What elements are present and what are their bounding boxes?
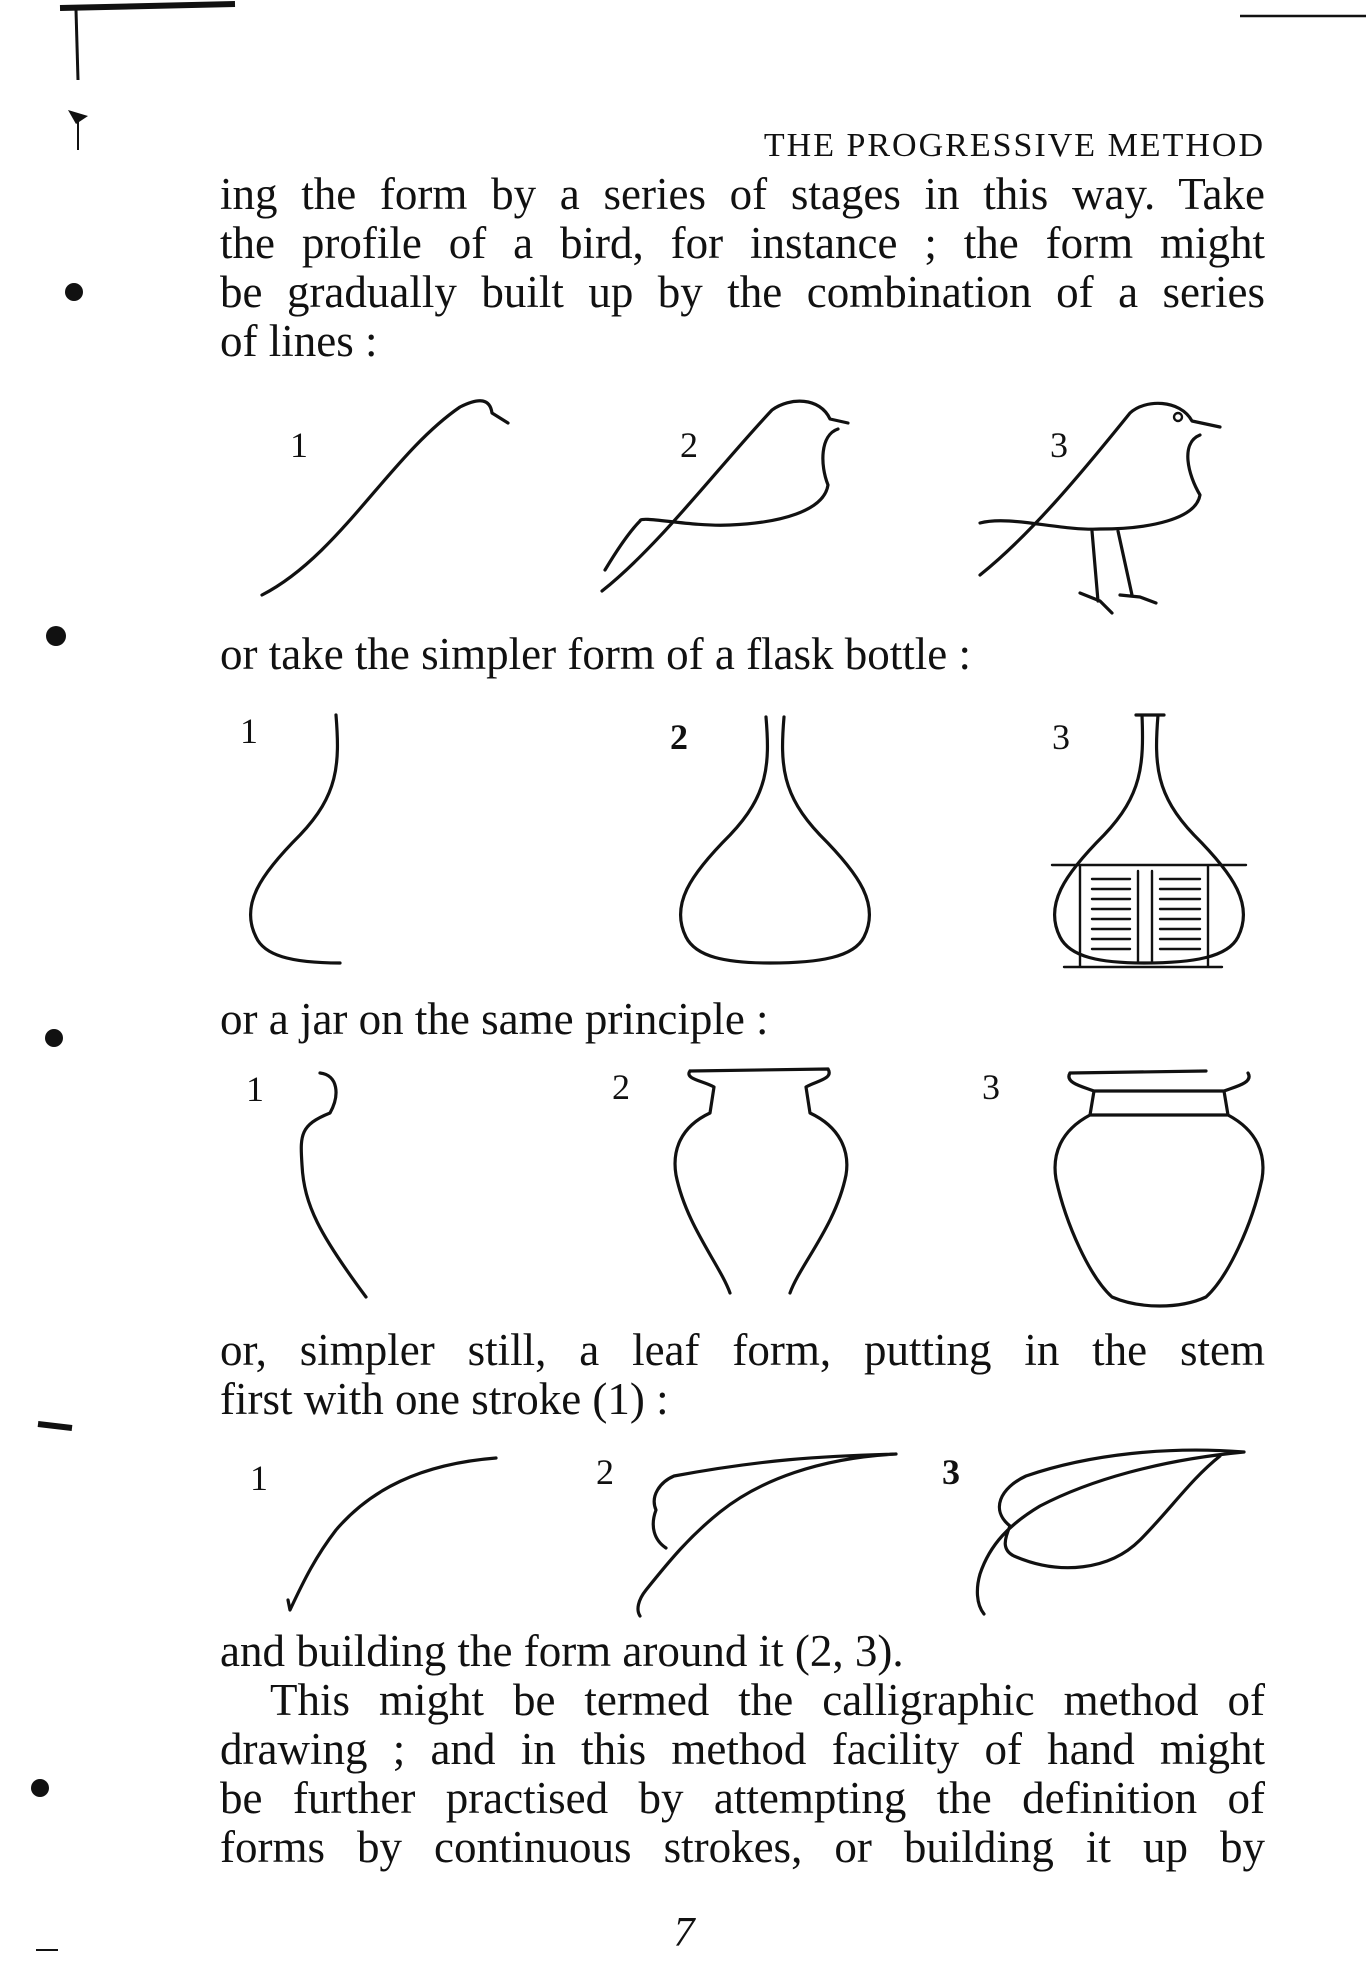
text-line: drawing ; and in this method facility of hand might	[220, 1724, 1265, 1774]
jar-stage-3-line	[1055, 1071, 1263, 1306]
figure-label: 2	[680, 425, 698, 465]
text-line: and building the form around it (2, 3).	[220, 1626, 904, 1676]
paragraph-leaf-intro	[220, 1326, 1265, 1424]
flask-drawings	[220, 705, 1265, 985]
left-margin-scan-marks	[0, 0, 240, 1966]
figure-bird	[220, 395, 1265, 625]
flask-stage-2-line	[680, 717, 869, 963]
top-right-rule	[1230, 0, 1368, 30]
text-line: or a jar on the same principle :	[220, 994, 769, 1044]
jar-stage-1-line	[301, 1073, 366, 1297]
figure-label: 2	[612, 1067, 630, 1107]
jar-stage-2-line	[675, 1069, 847, 1293]
figure-label: 2	[670, 717, 688, 757]
flask-stage-1-line	[250, 715, 340, 963]
text-line: the profile of a bird, for instance ; the form might	[220, 218, 1265, 268]
text-line: or take the simpler form of a flask bottle :	[220, 629, 972, 679]
figure-label: 1	[250, 1458, 268, 1498]
text-line: of lines :	[220, 316, 378, 366]
figure-label: 1	[246, 1069, 264, 1109]
leaf-stage-3-line	[977, 1450, 1244, 1614]
leaf-stage-1-line	[288, 1458, 496, 1610]
text-line: forms by continuous strokes, or building it up by	[220, 1822, 1265, 1872]
jar-drawings	[220, 1065, 1265, 1315]
leaf-drawings	[220, 1440, 1265, 1620]
bird-stage-1-line	[262, 401, 508, 595]
paragraph-bird-intro	[220, 170, 1265, 366]
figure-label: 3	[942, 1452, 960, 1492]
figure-label: 3	[1050, 425, 1068, 465]
figure-flask	[220, 705, 1265, 985]
flask-hatching	[1092, 879, 1200, 949]
figure-jar	[220, 1065, 1265, 1315]
flask-stage-3-line	[1054, 715, 1243, 963]
text-line: This might be termed the calligraphic method of	[270, 1675, 1265, 1725]
bird-stage-3-line	[980, 403, 1220, 575]
text-line: ing the form by a series of stages in this way. Take	[220, 169, 1265, 219]
leaf-stage-2-line	[638, 1454, 896, 1616]
text-line: be gradually built up by the combination of a series	[220, 267, 1265, 317]
figure-label: 3	[1052, 717, 1070, 757]
text-line: be further practised by attempting the definition of	[220, 1773, 1265, 1823]
figure-label: 1	[240, 711, 258, 751]
bird-drawings	[220, 395, 1265, 625]
text-line: or, simpler still, a leaf form, putting in the stem	[220, 1325, 1265, 1375]
flask-band	[1052, 865, 1246, 967]
paragraph-leaf-building	[220, 1627, 1265, 1676]
figure-label: 2	[596, 1452, 614, 1492]
text-line: first with one stroke (1) :	[220, 1374, 669, 1424]
paragraph-flask-intro	[220, 630, 1265, 679]
running-header: THE PROGRESSIVE METHOD	[763, 127, 1265, 164]
page-number: 7	[673, 1910, 695, 1956]
figure-label: 3	[982, 1067, 1000, 1107]
figure-label: 1	[290, 425, 308, 465]
figure-leaf	[220, 1440, 1265, 1620]
bird-eye	[1174, 413, 1182, 421]
paragraph-calligraphic-method	[220, 1676, 1265, 1872]
bird-stage-2-line	[602, 401, 848, 591]
bird-legs	[1080, 531, 1156, 613]
paragraph-jar-intro	[220, 995, 1265, 1044]
